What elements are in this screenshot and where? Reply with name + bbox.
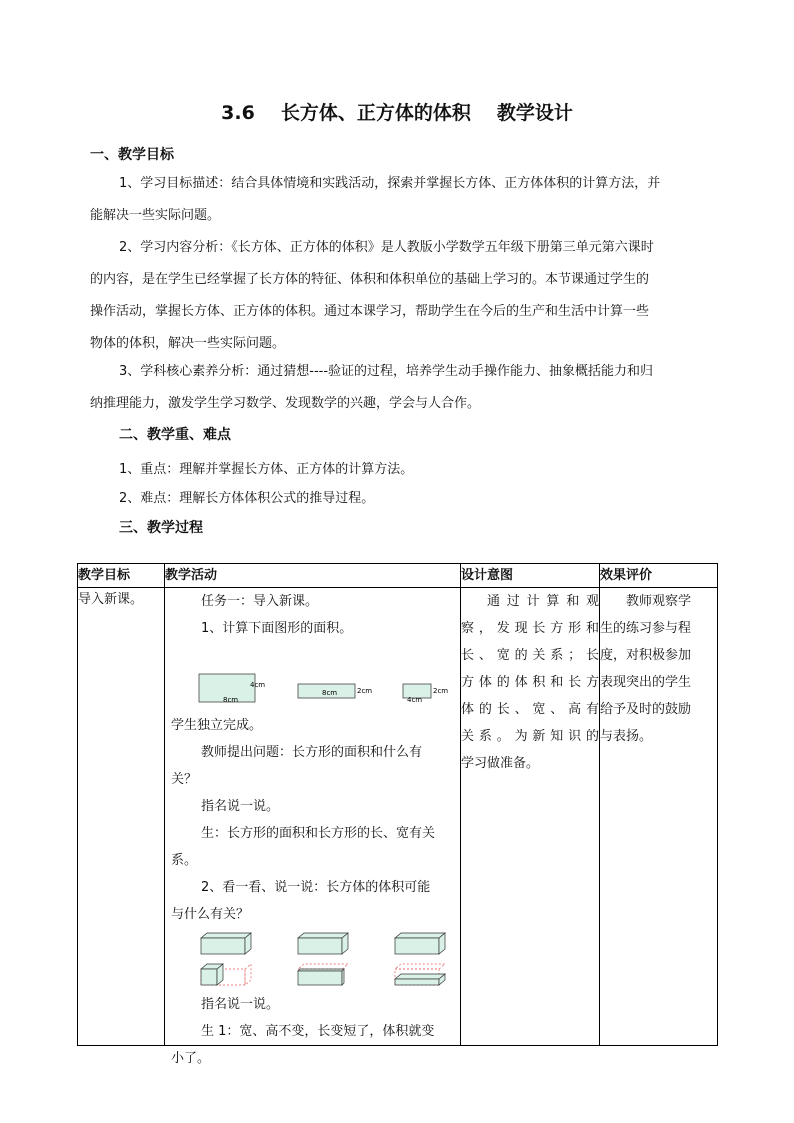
rect-2-height: 2cm (357, 687, 373, 695)
header-goal: 教学目标 (78, 564, 165, 588)
evaluation-line: 表现突出的学生 (600, 675, 692, 690)
intent-line: 学习做准备。 (461, 756, 540, 771)
heading-process: 三、教学过程 (119, 520, 203, 536)
cuboid-top-3 (395, 933, 445, 954)
activity-question-2: 2、看一看、说一说：长方体的体积可能 (201, 880, 431, 895)
rect-1-width: 8cm (223, 696, 239, 704)
evaluation-line: 教师观察学 (626, 594, 692, 609)
cuboids-figure (197, 930, 455, 990)
title-suffix: 教学设计 (496, 102, 573, 124)
cuboid-top-2 (298, 933, 348, 954)
evaluation-line: 与表扬。 (600, 729, 653, 744)
goal-paragraph-3 (90, 356, 707, 420)
cuboid-lower-height (395, 964, 445, 985)
table-header-row (78, 564, 718, 588)
header-evaluation: 效果评价 (600, 564, 718, 588)
text-line: 能解决一些实际问题。 (90, 208, 221, 223)
rect-3-height: 2cm (433, 687, 449, 695)
title-number: 3.6 (221, 102, 255, 124)
key-point: 1、重点：理解并掌握长方体、正方体的计算方法。 (119, 462, 414, 477)
activity-line-3: 指名说一说。 (201, 799, 280, 814)
text-line: 1、学习目标描述：结合具体情境和实践活动，探索并掌握长方体、正方体体积的计算方法，并 (119, 176, 661, 191)
text-line: 2、学习内容分析：《长方体、正方体的体积》是人教版小学数学五年级下册第三单元第六课时 (119, 240, 654, 255)
page-title (0, 98, 794, 125)
header-activity: 教学活动 (165, 564, 461, 588)
goal-paragraph-2 (90, 232, 707, 360)
activity-line-4-cont: 系。 (171, 853, 198, 868)
cuboid-shorter-length (201, 964, 251, 985)
header-intent: 设计意图 (461, 564, 600, 588)
cell-intent (461, 588, 600, 1046)
cell-goal: 导入新课。 (78, 588, 165, 1046)
activity-line-1: 学生独立完成。 (171, 718, 263, 733)
text-line: 物体的体积，解决一些实际问题。 (90, 336, 286, 351)
activity-line-2: 教师提出问题：长方形的面积和什么有 (201, 745, 423, 760)
activity-line-6-cont: 小了。 (171, 1051, 211, 1066)
intent-line: 长、宽的关系；长 (461, 648, 599, 663)
lesson-table (77, 563, 718, 1066)
cuboid-narrower-width (298, 964, 348, 985)
rect-2-width: 8cm (322, 689, 338, 697)
rectangles-figure (197, 672, 455, 706)
activity-question-2-cont: 与什么有关？ (171, 907, 250, 922)
activity-line-6: 生 1：宽、高不变，长变短了，体积就变 (201, 1024, 435, 1039)
intent-line: 方体的体积和长方 (461, 675, 599, 690)
table-row (78, 588, 718, 1046)
rect-3-width: 4cm (407, 696, 423, 704)
text-line: 的内容，是在学生已经掌握了长方体的特征、体积和体积单位的基础上学习的。本节课通过学生的 (90, 272, 650, 287)
activity-line-4: 生：长方形的面积和长方形的长、宽有关 (201, 826, 436, 841)
goal-paragraph-1 (90, 168, 707, 232)
cuboid-top-1 (201, 933, 251, 954)
intent-line: 体的长、宽、高有 (461, 702, 599, 717)
cell-activity (165, 588, 461, 1066)
intent-line: 通过计算和观 (487, 594, 599, 609)
evaluation-line: 度，对积极参加 (600, 648, 692, 663)
evaluation-line: 生的练习参与程 (600, 621, 692, 636)
rect-1-height: 4cm (250, 681, 266, 689)
activity-line-5: 指名说一说。 (201, 997, 280, 1012)
evaluation-line: 给予及时的鼓励 (600, 702, 692, 717)
activity-line-2-cont: 关？ (171, 772, 198, 787)
heading-keypoints: 二、教学重、难点 (119, 427, 231, 443)
intent-line: 察，发现长方形和 (461, 621, 599, 636)
text-line: 操作活动，掌握长方体、正方体的体积。通过本课学习，帮助学生在今后的生产和生活中计算一些 (90, 304, 650, 319)
heading-goals: 一、教学目标 (90, 147, 174, 163)
activity-task: 任务一：导入新课。 (201, 594, 319, 609)
cell-evaluation (600, 588, 718, 1046)
activity-question-1: 1、计算下面图形的面积。 (201, 621, 353, 636)
intent-line: 关系。为新知识的 (461, 729, 599, 744)
text-line: 3、学科核心素养分析：通过猜想----验证的过程，培养学生动手操作能力、抽象概括能力和归 (119, 364, 654, 379)
difficult-point: 2、难点：理解长方体体积公式的推导过程。 (119, 491, 375, 506)
text-line: 纳推理能力，激发学生学习数学、发现数学的兴趣，学会与人合作。 (90, 396, 481, 411)
title-text: 长方体、正方体的体积 (280, 102, 471, 124)
